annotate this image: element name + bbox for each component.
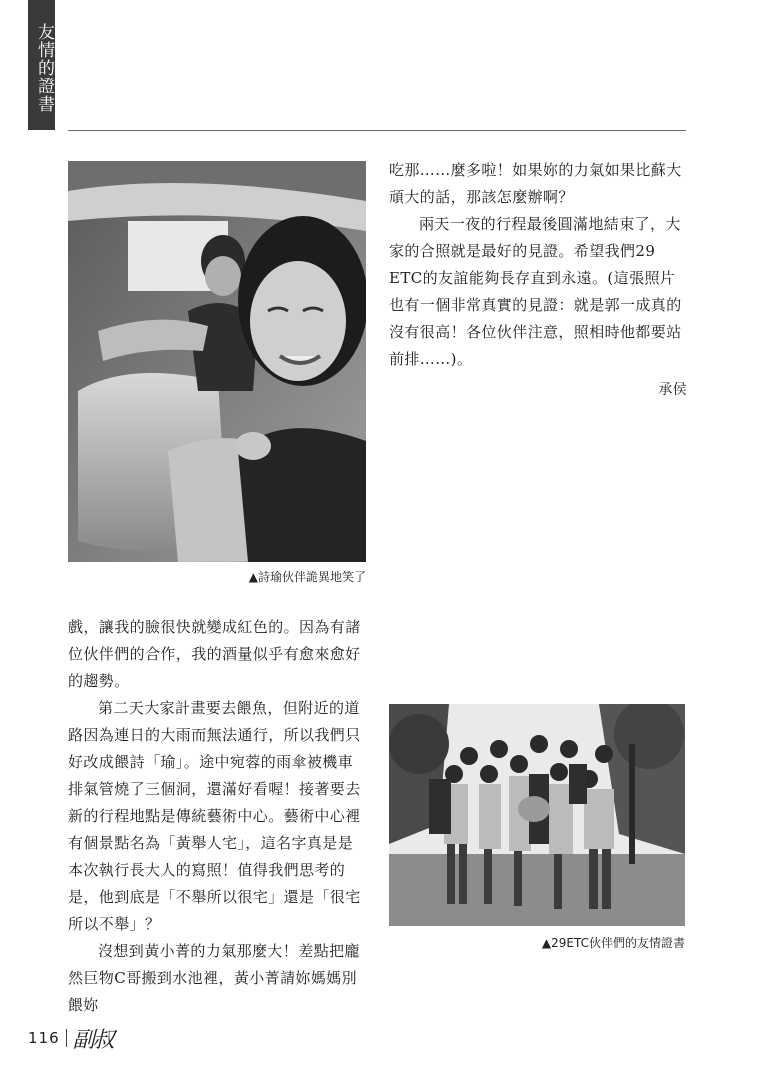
photo1-caption: ▲詩瑜伙伴詭異地笑了 <box>248 570 366 584</box>
footer-divider <box>66 1029 67 1047</box>
paragraph: 吃那……麼多啦！如果妳的力氣如果比蘇大頑大的話，那該怎麼辦啊？ <box>389 161 682 206</box>
author-signature: 承侯 <box>658 382 687 398</box>
left-text-column <box>68 614 368 1019</box>
page-number: 116 <box>28 1029 60 1047</box>
right-text-column <box>389 157 687 404</box>
header-rule <box>68 130 686 131</box>
paragraph: 兩天一夜的行程最後圓滿地結束了，大家的合照就是最好的見證。希望我們29 ETC的友誼能夠長存直到永遠。(這張照片也有一個非常真實的見證：就是郭一成真的沒有很高！各位伙伴注意，照相時他都要站前排……)。 <box>389 215 682 368</box>
photo-group <box>389 704 685 926</box>
photo-car-interior <box>68 161 366 562</box>
section-tab: 友情的證書 <box>28 0 55 130</box>
page-footer <box>28 1018 113 1058</box>
paragraph: 戲，讓我的臉很快就變成紅色的。因為有諸位伙伴們的合作，我的酒量似乎有愈來愈好的趨勢。 <box>68 618 361 690</box>
magazine-logo: 副叔 <box>72 1027 113 1053</box>
paragraph: 沒想到黃小菁的力氣那麼大！差點把龐然巨物C哥搬到水池裡，黃小菁請妳媽媽別餵妳 <box>68 942 360 1014</box>
paragraph: 第二天大家計畫要去餵魚，但附近的道路因為連日的大雨而無法通行，所以我們只好改成餵詩「瑜」。途中宛蓉的雨傘被機車排氣管燒了三個洞，還滿好看喔！接著要去新的行程地點是傳統藝術中心。藝術中心裡有個景點名為「黃舉人宅」，這名字真是是本次執行長大人的寫照！值得我們思考的是，他到底是「不舉所以很宅」還是「很宅所以不舉」？ <box>68 699 361 933</box>
photo2-caption: ▲29ETC伙伴們的友情證書 <box>541 936 685 950</box>
